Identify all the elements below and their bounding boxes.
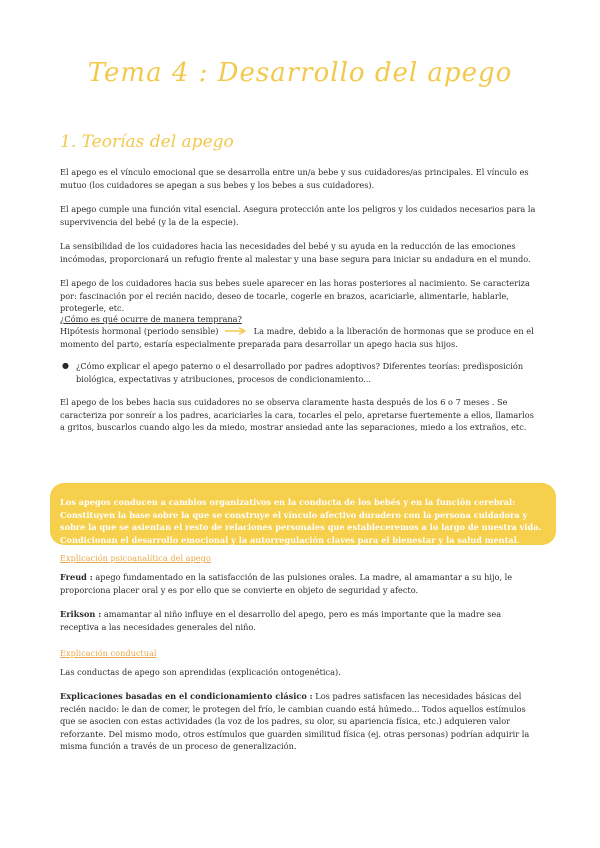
- question-early: ¿Cómo es qué ocurre de manera temprana?: [60, 314, 242, 324]
- bullet-text: ¿Cómo explicar el apego paterno o el desarrollado por padres adoptivos? Diferentes teorías: predisposición biológica, expectativas y atribuciones, procesos de condicionamiento...: [76, 361, 524, 384]
- paragraph-freud: [60, 571, 540, 596]
- section-heading-teorias: 1. Teorías del apego: [60, 132, 234, 152]
- clasico-label: Explicaciones basadas en el condicionamiento clásico :: [60, 691, 313, 701]
- paragraph-infant-attachment: El apego de los bebes hacia sus cuidadores no se observa claramente hasta después de los 6 o 7 meses . Se caracteriza por sonreír a los padres, acariciarles la cara, tocarles el pelo, apretarse fuertemente a ellos, llamarlos a gritos, buscarlos cuando algo les da miedo, mostrar ansiedad ante las separaciones, miedo a los extraños, etc.: [60, 397, 534, 432]
- clasico-text: Los padres satisfacen las necesidades básicas del recién nacido: le dan de comer, le protegen del frío, le cambian cuando está húmedo... Todos aquellos estímulos que se asocien con estas actividades (la voz de los padres, su olor, su apariencia física, etc.) adquieren valor reforzante. Del mismo modo, otros estímulos que guarden similitud física (ej. otras personas) podrían adquirir la misma función a través de un proceso de generalización.: [60, 691, 530, 751]
- heading-psicoanalitica: Explicación psicoanalítica del apego: [60, 553, 211, 563]
- paragraph-sensitivity: La sensibilidad de los cuidadores hacia las necesidades del bebé y su ayuda en la reducción de las emociones incómodas, proporcionará un refugio frente al malestar y una base segura para iniciar su andadura en el mundo.: [60, 241, 531, 264]
- paragraph-definition: El apego es el vínculo emocional que se desarrolla entre un/a bebe y sus cuidadores/as principales. El vínculo es mutuo (los cuidadores se apegan a sus bebes y los bebes a sus cuidadores).: [60, 167, 529, 190]
- paragraph-function: El apego cumple una función vital esencial. Asegura protección ante los peligros y los cuidados necesarios para la supervivencia del bebé (y la de la especie).: [60, 204, 536, 227]
- bullet-dot-icon: ●: [62, 361, 69, 370]
- paragraph-hypothesis: [60, 325, 540, 351]
- erikson-label: Erikson :: [60, 609, 102, 619]
- hypothesis-label: Hipótesis hormonal (periodo sensible): [60, 326, 219, 336]
- page-title: Tema 4 : Desarrollo del apego: [87, 58, 513, 88]
- freud-text: apego fundamentado en la satisfacción de las pulsiones orales. La madre, al amamantar a su hijo, le proporciona placer oral y es por ello que se convierte en objeto de seguridad y afecto.: [60, 572, 513, 595]
- callout-text: Los apegos conducen a cambios organizativos en la conducta de los bebés y en la función cerebral: Constituyen la base sobre la que se construye el vínculo afectivo duradero con la persona cuidadora y sobre la que se asientan el resto de relaciones personales que estableceremos a lo largo de nuestra vida. Condicionan el desarrollo emocional y la autorregulación claves para el bienestar y la salud mental.: [60, 497, 542, 545]
- freud-label: Freud :: [60, 572, 93, 582]
- paragraph-caregiver-attachment: El apego de los cuidadores hacia sus bebes suele aparecer en las horas posteriores al nacimiento. Se caracteriza por: fascinación por el recién nacido, deseo de tocarle, cogerle en brazos, acariciarle, alimentarle, hablarle, protegerle, etc.: [60, 278, 530, 313]
- erikson-text: amamantar al niño influye en el desarrollo del apego, pero es más importante que la madre sea receptiva a las necesidades generales del niño.: [60, 609, 502, 632]
- hypothesis-text: La madre, debido a la liberación de hormonas que se produce en el momento del parto, estaría especialmente preparada para desarrollar un apego hacia sus hijos.: [60, 326, 534, 350]
- paragraph-erikson: [60, 608, 540, 633]
- heading-conductual: Explicación conductual: [60, 648, 157, 658]
- bullet-item: [60, 360, 540, 385]
- paragraph-clasico: [60, 690, 540, 753]
- paragraph-learned: Las conductas de apego son aprendidas (explicación ontogenética).: [60, 667, 341, 677]
- arrow-right-icon: [225, 326, 247, 339]
